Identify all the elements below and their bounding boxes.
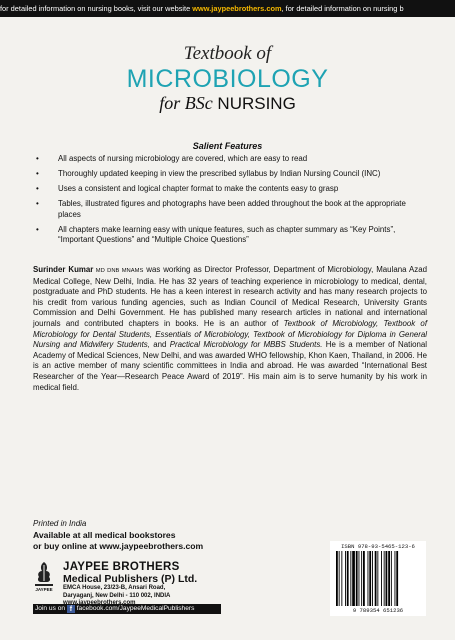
author-bio-part-3: He is a member of National Academy of Medical Sciences, New Delhi, and was awarded WHO fellowship, Khon Kaen, Thailand, in 2006. He is an active member of many scientific committees in India and abroad. He was awarded “International Best Researcher of the Year—Research Peace Award of 2019”. His main aim is to serve humanity by his work in medical field. [33,340,427,392]
author-bio-part-1: was working as Director Professor, Department of Microbiology, Maulana Azad Medical College, New Delhi, India. He has 32 years of teaching experience in microbiology to medical, dental, postgraduate and PhD students. He has a keen interest in research activity and has many research projects to his credit from various funding agencies, such as Indian Council of Medical Research, University Grants Commission and Delhi Government. He has published many research articles in national and international journals and contributed chapters in books. He is an author of [33,265,427,328]
barcode-bars [334,551,422,606]
feature-text: Tables, illustrated figures and photographs have been added throughout the book at the appropriate places [58,199,406,219]
title-line-3 [0,93,455,114]
barcode-number: 9 789354 651236 [352,607,404,614]
bullet-icon: • [36,184,39,193]
author-bio-part-2: and [149,340,170,350]
feature-text: Thoroughly updated keeping in view the prescribed syllabus by Indian Nursing Council (INC) [58,169,381,178]
banner-prefix: for detailed information on nursing books, visit our website [0,4,193,13]
feature-text: All chapters make learning easy with unique features, such as chapter summary as “Key Points”, “Important Questions” and “Multiple Choice Questions” [58,224,396,244]
publisher-name: JAYPEE BROTHERS [63,561,180,573]
facebook-icon: f [67,605,75,613]
availability-line-1: Available at all medical bookstores [33,530,176,540]
bullet-icon: • [36,199,39,208]
book-title [0,43,455,114]
bullet-icon: • [36,154,39,163]
publisher-block [63,561,197,608]
author-credentials: MD DNB MNAMS [93,268,144,274]
author-bio [33,265,427,393]
feature-item [33,154,428,165]
printed-in: Printed in India [33,519,87,528]
availability-line-2[interactable]: or buy online at www.jaypeebrothers.com [33,541,204,551]
features-list [33,154,428,250]
banner-suffix: , for detailed information on nursing b [281,4,404,13]
publisher-subname: Medical Publishers (P) Ltd. [63,573,198,585]
jaypee-logo-icon [33,559,55,595]
facebook-url[interactable]: facebook.com/JaypeeMedicalPublishers [74,605,195,612]
logo-text: JAYPEE [35,587,53,592]
feature-item [33,225,428,246]
author-books-italic: Textbook of Microbiology, Textbook of Microbiology for Dental Students, Essentials of Microbiology, Textbook of Microbiology for Diploma in General Nursing and Midwifery Students, [33,318,428,350]
feature-item [33,199,428,220]
feature-item [33,169,428,180]
banner-website[interactable]: www.jaypeebrothers.com [192,4,282,13]
author-name: Surinder Kumar [33,265,94,274]
title-line-1: Textbook of [183,43,272,64]
publisher-address-1: EMCA House, 23/23-B, Ansari Road, [63,585,166,591]
facebook-banner[interactable] [33,604,221,614]
availability [33,530,203,552]
feature-text: All aspects of nursing microbiology are covered, which are easy to read [58,154,308,163]
title-line-2: MICROBIOLOGY [126,65,329,93]
bullet-icon: • [36,224,39,234]
publisher-address-2: Daryaganj, New Delhi - 110 002, INDIA [63,592,171,599]
isbn-barcode [330,541,426,616]
facebook-prefix: Join us on [35,605,67,612]
salient-features-heading: Salient Features [192,141,263,151]
author-books-italic-2: Practical Microbiology for MBBS Students. [169,340,323,350]
top-banner [0,0,455,17]
bullet-icon: • [36,169,39,178]
feature-text: Uses a consistent and logical chapter format to make the contents easy to grasp [58,184,339,193]
feature-item [33,184,428,195]
isbn-text: ISBN 978-93-5465-123-6 [341,543,415,550]
title-line-3-italic: for BSc [159,93,213,113]
title-line-3-plain: NURSING [212,94,296,113]
